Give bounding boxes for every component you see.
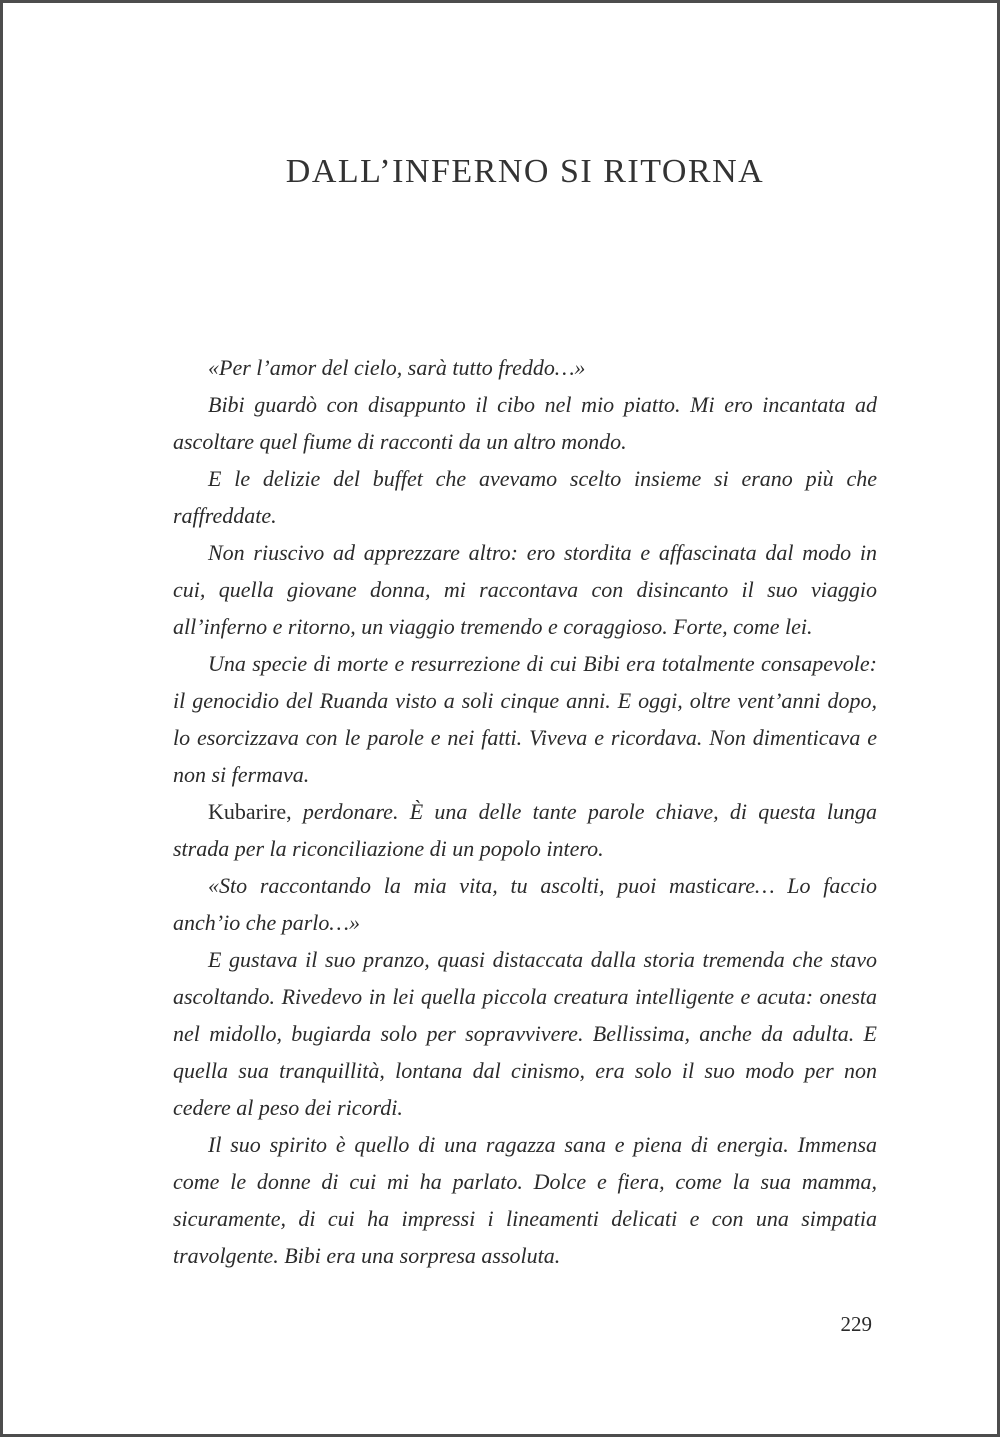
paragraph: Bibi guardò con disappunto il cibo nel mio piatto. Mi ero incantata ad ascoltare quel fiume di racconti da un altro mondo. [173, 392, 877, 454]
paragraph: Il suo spirito è quello di una ragazza sana e piena di energia. Immensa come le donne di cui mi ha parlato. Dolce e fiera, come la sua mamma, sicuramente, di cui ha impressi i lineamenti delicati e con una simpatia travolgente. Bibi era una sorpresa assoluta. [173, 1132, 877, 1268]
roman-lead-word: Kubarire, [208, 799, 292, 824]
paragraph: Non riuscivo ad apprezzare altro: ero stordita e affascinata dal modo in cui, quella giovane donna, mi raccontava con disincanto il suo viaggio all’inferno e ritorno, un viaggio tremendo e coraggioso. Forte, come lei. [173, 540, 877, 639]
paragraph: E le delizie del buffet che avevamo scelto insieme si erano più che raffreddate. [173, 466, 877, 528]
paragraph: Una specie di morte e resurrezione di cui Bibi era totalmente consapevole: il genocidio del Ruanda visto a soli cinque anni. E oggi, oltre vent’anni dopo, lo esorcizzava con le parole e nei fatti. Viveva e ricordava. Non dimenticava e non si fermava. [173, 651, 877, 787]
body-text [173, 349, 877, 1274]
paragraph: «Sto raccontando la mia vita, tu ascolti, puoi masticare… Lo faccio anch’io che parlo…» [173, 873, 877, 935]
page-number: 229 [840, 1312, 872, 1336]
paragraph: «Per l’amor del cielo, sarà tutto freddo…» [208, 355, 586, 380]
chapter-title: DALL’INFERNO SI RITORNA [285, 153, 765, 190]
paragraph: E gustava il suo pranzo, quasi distaccata dalla storia tremenda che stavo ascoltando. Rivedevo in lei quella piccola creatura intelligente e acuta: onesta nel midollo, bugiarda solo per sopravvivere. Bellissima, anche da adulta. E quella sua tranquillità, lontana dal cinismo, era solo il suo modo per non cedere al peso dei ricordi. [173, 947, 877, 1120]
paragraph: Kubarire, perdonare. È una delle tante parole chiave, di questa lunga strada per la riconciliazione di un popolo intero. [173, 799, 877, 861]
